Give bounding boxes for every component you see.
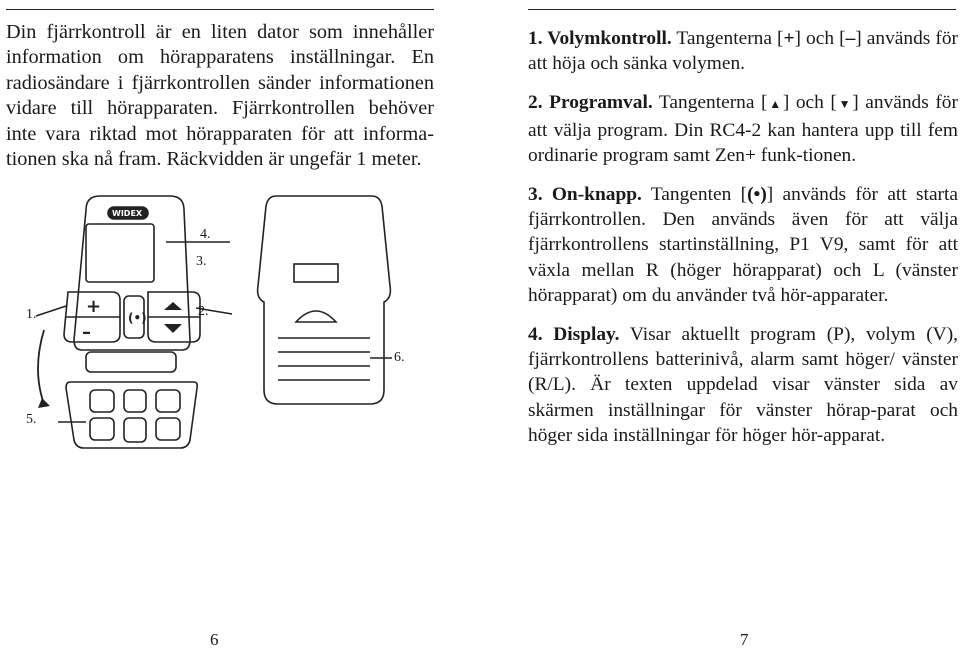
svg-text:–: – (82, 322, 91, 343)
svg-text:(•): (•) (128, 311, 147, 325)
page-number-right: 7 (740, 630, 749, 649)
item-text: ] används för att välja program. Din RC4-2 kan hantera upp till fem ordinarie program samt Zen+ funk-tionen. (528, 92, 958, 166)
item-text: Tangenten [ (641, 184, 748, 206)
minus-key-glyph: – (845, 28, 856, 49)
item-text: Visar aktuellt program (P), volym (V), fjärrkontrollens batterinivå, alarm samt höger/ vänster (R/L). Är texten uppdelad visar vänster sida av skärmen inställningar för vänster hörap-parat och höger sida inställningar för höger hör-apparat. (528, 324, 958, 446)
page-number-left: 6 (210, 630, 219, 649)
battery-cover (296, 311, 336, 322)
svg-text:+: + (86, 296, 102, 317)
instructions-column (528, 26, 958, 462)
item-text: ] används för att höja och sänka volymen. (528, 28, 958, 75)
intro-line: vidare till hörapparaten. Fjärrkontrollen behöver (6, 97, 434, 120)
remote-control-figure (20, 190, 440, 460)
item-heading: 1. Volymkontroll. (528, 28, 672, 49)
brand-text: WIDEX (112, 209, 143, 218)
plus-key-glyph: + (783, 28, 795, 49)
program-up-key (164, 302, 182, 310)
item-display (528, 322, 958, 448)
callout-5: 5. (26, 412, 37, 427)
program-down-key (164, 324, 182, 333)
item-heading: 3. On-knapp. (528, 184, 642, 206)
callout-2: 2. (198, 304, 209, 319)
callout-3: 3. (196, 254, 207, 269)
on-key-glyph: (•) (747, 184, 767, 206)
callout-1: 1. (26, 307, 37, 322)
item-heading: 4. Display. (528, 324, 620, 346)
item-text: ] och [ (782, 92, 837, 114)
display-screen (86, 224, 154, 282)
callout-4: 4. (200, 227, 211, 242)
remote-flap (66, 382, 197, 448)
intro-line: information om hörapparatens inställningar. En (6, 46, 434, 69)
item-volume (528, 26, 958, 76)
item-heading: 2. Programval. (528, 92, 653, 114)
back-label-area (294, 264, 338, 282)
remote-control-illustration (20, 190, 440, 460)
up-key-glyph: ▲ (767, 97, 783, 112)
item-text: Tangenterna [ (652, 92, 768, 114)
intro-line: tionen ska nå fram. Räckvidden är ungefär 1 meter. (6, 148, 422, 171)
top-rule-right (528, 9, 956, 10)
item-on-key (528, 182, 958, 308)
item-program (528, 90, 958, 168)
item-text: ] och [ (794, 28, 846, 49)
item-text: Tangenterna [ (671, 28, 784, 49)
remote-back-body (258, 196, 391, 404)
down-key-glyph: ▼ (836, 97, 853, 112)
flip-arrow-head (38, 398, 50, 408)
callout-6: 6. (394, 350, 405, 365)
intro-paragraph (6, 20, 434, 172)
item-text: ] används för att starta fjärrkontrollen. Den används även för att välja fjärrkontrollens startinställning, P1 V9, samt för att växla mellan R (höger hörapparat) och L (vänster hörapparat) om du använder två hör-apparater. (528, 184, 958, 306)
lower-slot (86, 352, 176, 372)
intro-line: inte vara riktad mot hörapparaten för att informa- (6, 122, 434, 145)
intro-line: Din fjärrkontroll är en liten dator som innehåller (6, 21, 434, 43)
top-rule-left (6, 9, 434, 10)
intro-line: radiosändare i fjärrkontrollen sänder informationen (6, 71, 434, 94)
